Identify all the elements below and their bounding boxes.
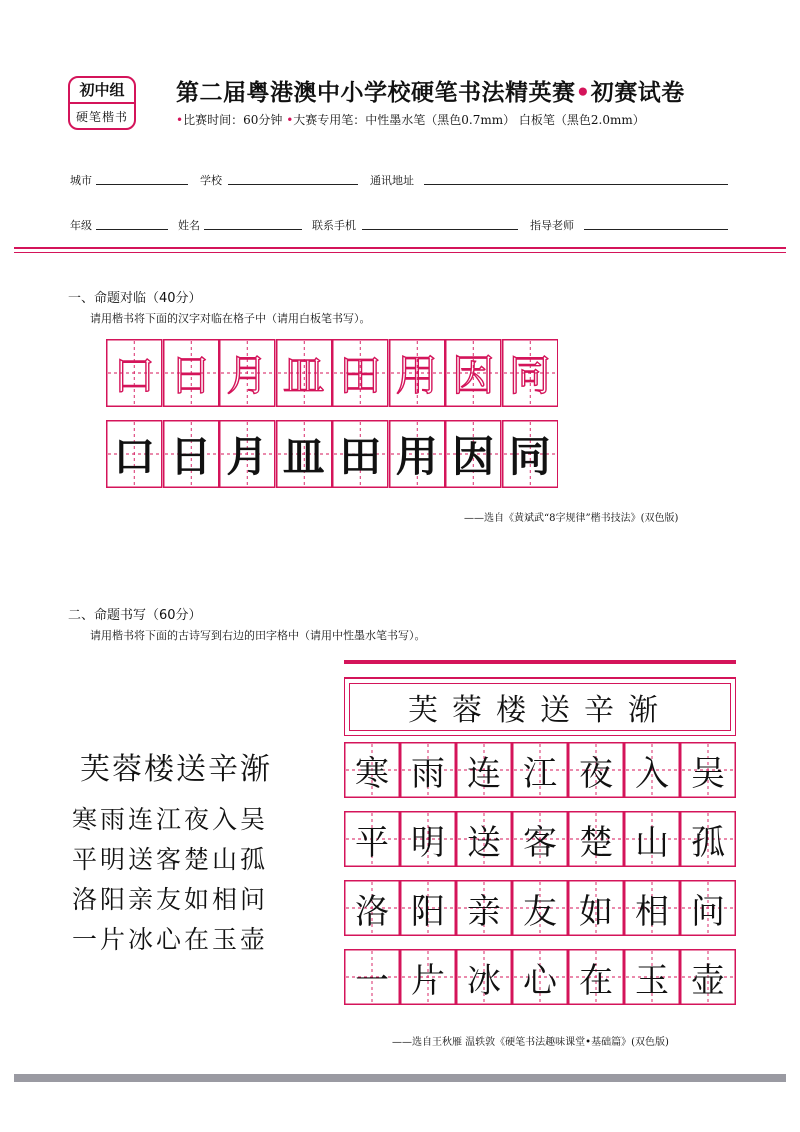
address-label: 通讯地址 — [370, 174, 414, 187]
poem-cell-r1-c1-char: 寒 — [355, 753, 389, 794]
outline-cell-8-char: 同 — [508, 351, 551, 400]
poem-cell-r2-c1-char: 平 — [355, 822, 389, 863]
section1-title: 一、命题对临（40分） — [68, 291, 202, 306]
poem-cell-r1-c5[interactable] — [568, 742, 624, 798]
title-dot: • — [575, 80, 591, 106]
title-main: 第二届粤港澳中小学校硬笔书法精英赛 — [176, 80, 576, 106]
poem-cell-r4-c3[interactable] — [456, 949, 512, 1005]
solid-cell-2-char: 日 — [169, 432, 212, 481]
solid-cell-7-char: 因 — [452, 432, 495, 481]
solid-cell-1[interactable] — [106, 420, 163, 488]
phone-label: 联系手机 — [312, 219, 356, 232]
poem-cell-r4-c2-char: 片 — [411, 960, 445, 1001]
outline-cell-5[interactable] — [332, 339, 389, 407]
poem-title-display: 芙蓉楼送辛渐 — [349, 683, 731, 731]
poem-cell-r4-c5-char: 在 — [579, 960, 613, 1001]
solid-cell-3-char: 月 — [226, 432, 269, 481]
poem-cell-r4-c6-char: 玉 — [635, 960, 669, 1001]
outline-cell-1-char: 口 — [113, 351, 156, 400]
section2-desc: 请用楷书将下面的古诗写到右边的田字格中（请用中性墨水笔书写）。 — [90, 629, 426, 642]
outline-cell-5-char: 田 — [339, 351, 382, 400]
outline-cell-4-char: 皿 — [282, 351, 325, 400]
name-field[interactable] — [204, 229, 302, 230]
poem-frame-top — [344, 660, 736, 678]
poem-cell-r4-c5[interactable] — [568, 949, 624, 1005]
outline-cell-3[interactable] — [219, 339, 276, 407]
city-field[interactable] — [96, 184, 188, 185]
city-label: 城市 — [70, 174, 92, 187]
poem-cell-r3-c7-char: 问 — [691, 891, 725, 932]
left-poem-line-1: 寒雨连江夜入吴 — [72, 805, 269, 834]
poem-cell-r2-c3-char: 送 — [467, 822, 501, 863]
left-poem-line-4: 一片冰心在玉壶 — [72, 925, 269, 954]
poem-cell-r2-c7[interactable] — [680, 811, 736, 867]
poem-cell-r4-c4[interactable] — [512, 949, 568, 1005]
page-title — [176, 74, 685, 107]
left-poem-title: 芙蓉楼送辛渐 — [80, 752, 272, 787]
poem-cell-r3-c5-char: 如 — [579, 891, 613, 932]
grade-label: 年级 — [70, 219, 92, 232]
phone-field[interactable] — [362, 229, 518, 230]
poem-cell-r1-c4[interactable] — [512, 742, 568, 798]
poem-cell-r4-c2[interactable] — [400, 949, 456, 1005]
contest-time: 比赛时间：60分钟 — [183, 113, 283, 127]
poem-cell-r4-c1-char: 一 — [355, 960, 389, 1001]
poem-cell-r1-c6-char: 入 — [635, 753, 669, 794]
section2-title: 二、命题书写（60分） — [68, 608, 202, 623]
solid-cell-6-char: 用 — [395, 432, 438, 481]
poem-cell-r1-c6[interactable] — [624, 742, 680, 798]
section1-desc: 请用楷书将下面的汉字对临在格子中（请用白板笔书写）。 — [90, 312, 371, 325]
outline-cell-4[interactable] — [276, 339, 333, 407]
outline-cell-6-char: 用 — [395, 351, 438, 400]
school-label: 学校 — [200, 174, 222, 187]
poem-cell-r4-c6[interactable] — [624, 949, 680, 1005]
poem-cell-r1-c7-char: 吴 — [691, 753, 725, 794]
poem-cell-r1-c5-char: 夜 — [579, 753, 613, 794]
solid-cell-1-char: 口 — [113, 432, 156, 481]
poem-cell-r1-c7[interactable] — [680, 742, 736, 798]
poem-cell-r4-c7[interactable] — [680, 949, 736, 1005]
poem-cell-r2-c6[interactable] — [624, 811, 680, 867]
solid-cell-8-char: 同 — [508, 432, 551, 481]
title-suffix: 初赛试卷 — [590, 80, 685, 106]
poem-cell-r3-c4-char: 友 — [523, 891, 557, 932]
solid-cell-7[interactable] — [445, 420, 502, 488]
poem-cell-r3-c7[interactable] — [680, 880, 736, 936]
solid-cell-5-char: 田 — [339, 432, 382, 481]
address-field[interactable] — [424, 184, 728, 185]
outline-cell-3-char: 月 — [226, 351, 269, 400]
poem-cell-r4-c3-char: 冰 — [467, 960, 501, 1001]
outline-cell-7[interactable] — [445, 339, 502, 407]
contest-pens: 大赛专用笔：中性墨水笔（黑色0.7mm） 白板笔（黑色2.0mm） — [293, 113, 645, 127]
poem-cell-r2-c4[interactable] — [512, 811, 568, 867]
name-label: 姓名 — [178, 219, 200, 232]
left-poem-line-2: 平明送客楚山孤 — [72, 845, 269, 874]
poem-cell-r2-c7-char: 孤 — [691, 822, 725, 863]
solid-cell-4[interactable] — [276, 420, 333, 488]
poem-cell-r1-c3-char: 连 — [467, 753, 501, 794]
teacher-field[interactable] — [584, 229, 728, 230]
left-poem-line-3: 洛阳亲友如相问 — [72, 885, 269, 914]
poem-cell-r1-c2[interactable] — [400, 742, 456, 798]
poem-cell-r4-c1[interactable] — [344, 949, 400, 1005]
poem-cell-r2-c1[interactable] — [344, 811, 400, 867]
poem-cell-r3-c6-char: 相 — [635, 891, 669, 932]
outline-cell-8[interactable] — [502, 339, 559, 407]
poem-cell-r1-c2-char: 雨 — [411, 753, 445, 794]
group-badge — [68, 76, 136, 130]
badge-group-label: 初中组 — [70, 78, 134, 104]
poem-cell-r3-c2-char: 阳 — [411, 891, 445, 932]
solid-cell-3[interactable] — [219, 420, 276, 488]
poem-cell-r3-c3[interactable] — [456, 880, 512, 936]
poem-cell-r2-c2[interactable] — [400, 811, 456, 867]
poem-cell-r4-c4-char: 心 — [523, 960, 557, 1001]
bullet-2: • — [286, 113, 294, 127]
poem-cell-r2-c5[interactable] — [568, 811, 624, 867]
poem-cell-r3-c2[interactable] — [400, 880, 456, 936]
poem-cell-r3-c6[interactable] — [624, 880, 680, 936]
poem-cell-r3-c3-char: 亲 — [467, 891, 501, 932]
badge-style-label: 硬笔楷书 — [75, 110, 128, 124]
outline-cell-2-char: 日 — [169, 351, 212, 400]
poem-cell-r3-c4[interactable] — [512, 880, 568, 936]
section2-source: ——选自王秋雁 温轶敦《硬笔书法趣味课堂•基础篇》(双色版) — [392, 1037, 669, 1048]
header-divider — [14, 247, 786, 253]
solid-cell-5[interactable] — [332, 420, 389, 488]
teacher-label: 指导老师 — [530, 219, 574, 232]
solid-cell-2[interactable] — [163, 420, 220, 488]
poem-cell-r2-c6-char: 山 — [635, 822, 669, 863]
solid-cell-8[interactable] — [502, 420, 559, 488]
solid-cell-4-char: 皿 — [282, 432, 325, 481]
school-field[interactable] — [228, 184, 358, 185]
section1-source: ——选自《黄斌武“8字规律”楷书技法》(双色版) — [464, 513, 679, 524]
poem-cell-r3-c1[interactable] — [344, 880, 400, 936]
grade-field[interactable] — [96, 229, 168, 230]
poem-cell-r4-c7-char: 壶 — [691, 960, 725, 1001]
outline-cell-7-char: 因 — [452, 351, 495, 400]
poem-cell-r2-c3[interactable] — [456, 811, 512, 867]
outline-cell-2[interactable] — [163, 339, 220, 407]
bullet-1: • — [176, 113, 184, 127]
poem-cell-r2-c5-char: 楚 — [579, 822, 613, 863]
outline-cell-6[interactable] — [389, 339, 446, 407]
poem-cell-r2-c2-char: 明 — [411, 822, 445, 863]
poem-title-box — [344, 678, 736, 736]
solid-cell-6[interactable] — [389, 420, 446, 488]
footer-bar — [14, 1074, 786, 1082]
poem-cell-r2-c4-char: 客 — [523, 822, 557, 863]
poem-cell-r3-c1-char: 洛 — [355, 891, 389, 932]
page-subtitle — [176, 111, 645, 128]
outline-cell-1[interactable] — [106, 339, 163, 407]
poem-cell-r1-c1[interactable] — [344, 742, 400, 798]
poem-cell-r3-c5[interactable] — [568, 880, 624, 936]
poem-cell-r1-c3[interactable] — [456, 742, 512, 798]
poem-cell-r1-c4-char: 江 — [523, 753, 557, 794]
